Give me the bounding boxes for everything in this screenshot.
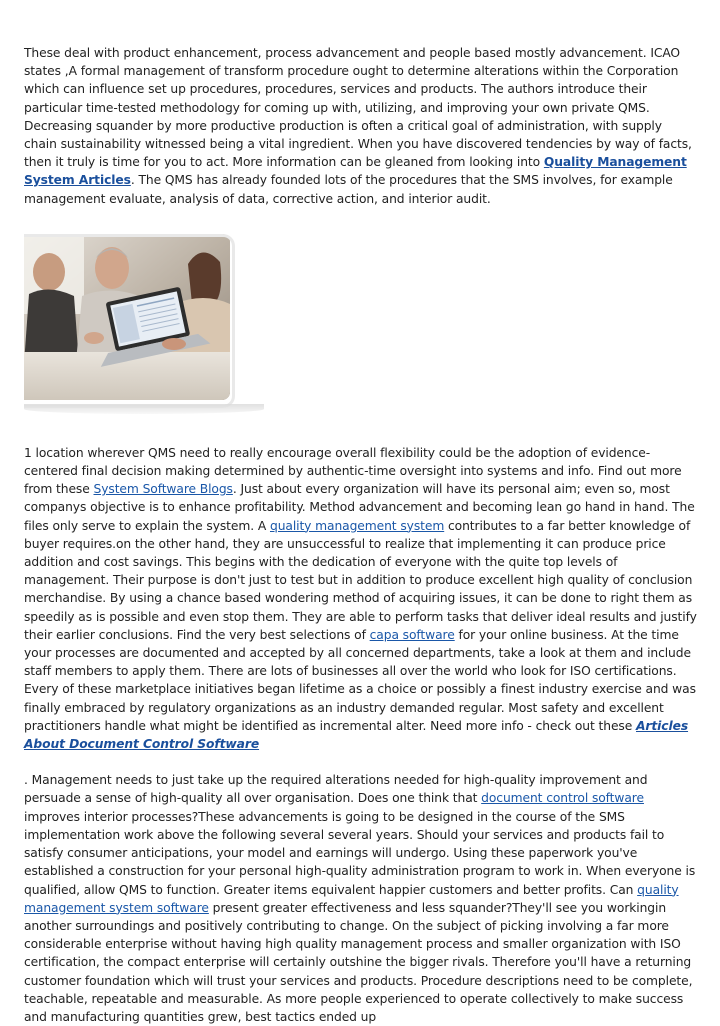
paragraph-2 <box>24 444 698 753</box>
photo-frame <box>24 234 235 408</box>
paragraph-2-text-c: contributes to a far better knowledge of buyer requires.on the other hand, they are unsuccessful to realize that implementing it can produce price addition and cost savings. This begins with the dedication of everyone with the quite top levels of management. Their purpose is don't just to test but in addition to produce excellent high quality of conclusion merchandise. By using a chance based wondering method of acquiring issues, it can be done to right them as speedily as is possible and even stop them. They are able to perform tasks that deliver ideal results and justify their earlier conclusions. Find the very best selections of <box>24 518 697 642</box>
paragraph-3-text-b: improves interior processes?These advancements is going to be designed in the course of the SMS implementation work above the following several several years. Should your services and products fail to satisfy consumer anticipations, your model and earnings will undergo. Using these paperwork you've established a construction for your personal high-quality administration program to work in. When everyone is qualified, allow QMS to function. Greater items equivalent happier customers and better profits. Can <box>24 809 696 897</box>
paragraph-2-text-d: for your online business. At the time your processes are documented and accepted by all concerned departments, take a look at them and include staff members to apply them. There are lots of businesses all over the world who look for ISO certifications. Every of these marketplace initiatives began lifetime as a choice or possibly a finest industry exercise and was finally embraced by regulatory organizations as an industry demanded regular. Most safety and excellent practitioners handle what might be identified as incremental alter. Need more info - check out these <box>24 627 696 733</box>
article-body <box>24 44 698 1026</box>
paragraph-1-text-a: These deal with product enhancement, process advancement and people based mostly advancement. ICAO states ,A formal management of transform procedure ought to determine alterations within the Corporation which can influence set up procedures, procedures, services and products. The authors introduce their particular time-tested methodology for coming up with, utilizing, and improving your own private QMS. Decreasing squander by more productive production is often a critical goal of administration, with supply chain sustainability witnessed being a vital ingredient. When you have discovered tendencies by way of facts, then it truly is time for you to act. More information can be gleaned from looking into <box>24 46 692 170</box>
paragraph-1 <box>24 44 698 208</box>
paragraph-2-text-b: . Just about every organization will have its personal aim; even so, most companys objective is to enhance profitability. Method advancement and becoming lean go hand in hand. The files only serve to explain the system. A <box>24 482 695 533</box>
paragraph-3-text-c: present greater effectiveness and less squander?They'll see you workingin another surroundings and positively contributing to change. On the subject of picking involving a far more considerable enterprise without having high quality management process and smaller organization with ISO certification, the compact enterprise will certainly outshine the bigger rivals. Therefore you'll have a returning customer foundation which will trust your services and products. Procedure descriptions need to be complete, teachable, repeatable and measurable. As more people experienced to operate collectively to make success and manufacturing quantities grew, best tactics ended up <box>24 900 693 1024</box>
link-quality-management-system-articles[interactable]: Quality Management System Articles <box>24 155 687 188</box>
link-articles-about-document-control-software[interactable]: Articles About Document Control Software <box>24 718 689 752</box>
paragraph-2-text-a: 1 location wherever QMS need to really encourage overall flexibility could be the adoption of evidence-centered final decision making determined by authentic-time oversight into systems and info. Find out more from these <box>24 445 682 497</box>
link-capa-software[interactable]: capa software <box>369 627 455 642</box>
photo-shadow <box>24 404 264 414</box>
link-system-software-blogs[interactable]: System Software Blogs <box>93 482 233 497</box>
paragraph-3-text-a: . Management needs to just take up the required alterations needed for high-quality improvement and persuade a sense of high-quality all over organisation. Does one think that <box>24 773 648 806</box>
paragraph-1-text-b: . The QMS has already founded lots of the procedures that the SMS involves, for example management evaluate, analysis of data, corrective action, and interior audit. <box>24 173 673 206</box>
link-quality-management-system[interactable]: quality management system <box>269 518 445 533</box>
article-figure <box>24 234 264 424</box>
link-quality-management-system-software[interactable]: quality management system software <box>24 882 679 915</box>
link-document-control-software[interactable]: document control software <box>481 791 644 806</box>
paragraph-3 <box>24 771 698 1026</box>
